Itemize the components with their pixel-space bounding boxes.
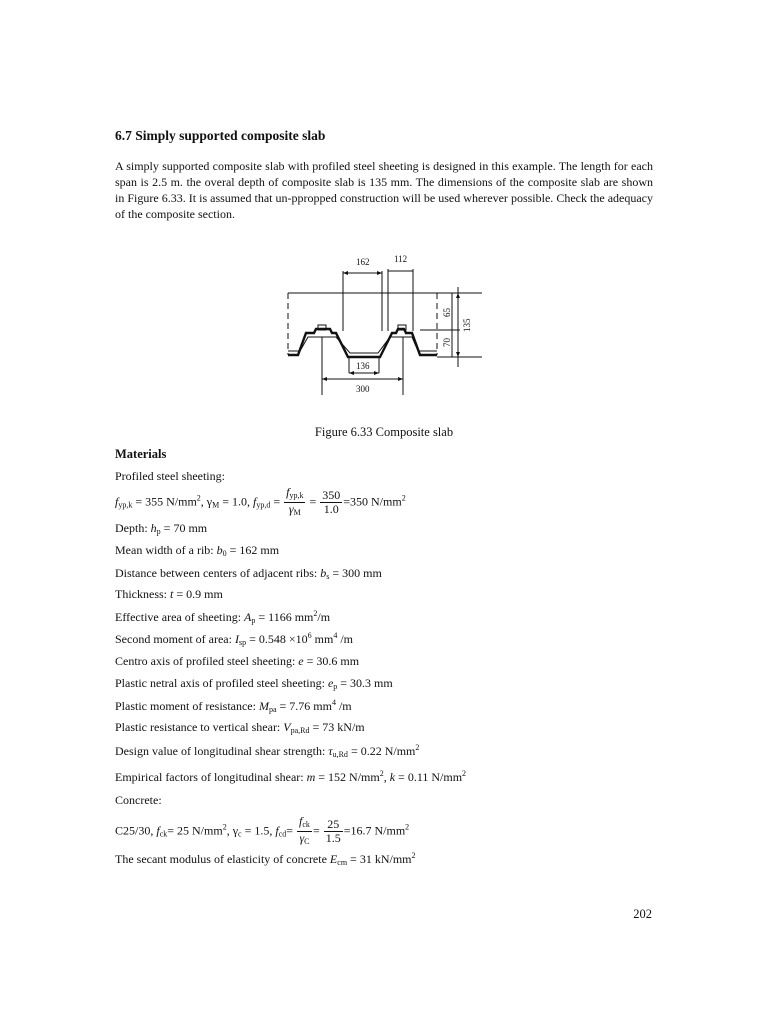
intro-paragraph: A simply supported composite slab with profiled steel sheeting is designed in this example. The length for each span is 2.5 m. the overal depth of composite slab is 135 mm. The dimensions of the composite slab are shown in Figure 6.33. It is assumed that un-ppropped construction will be used wherever possible. Check the adequacy of the composite section. (115, 159, 653, 221)
centro-axis-line: Centro axis of profiled steel sheeting: e = 30.6 mm (115, 654, 360, 668)
arrow (374, 371, 379, 375)
effective-area-line: Effective area of sheeting: $A_p = 1166$ $mm^2/m$ (115, 609, 331, 625)
dim-label-65: 65 (442, 308, 452, 317)
mean-width-line: Mean width of a rib: $b_0 = 162$ mm (115, 543, 280, 558)
fyp-fraction-numeric: $\frac{350}{1.0}$ (322, 488, 341, 516)
longitudinal-shear-line: Design value of longitudinal shear strength: $\tau_{u,Rd} = 0.22$ $N/mm^2$ (115, 743, 420, 759)
fcd-fraction-symbolic: $\frac{f_{ck}}{\gamma_C}$ (299, 814, 310, 846)
section-title: 6.7 Simply supported composite slab (115, 128, 326, 143)
concrete-heading: Concrete: (115, 793, 162, 807)
slab-profile-diagram (270, 245, 500, 405)
materials-heading: Materials (115, 447, 167, 461)
plastic-neutral-axis-line: Plastic netral axis of profiled steel sheeting: $e_p = 30.3$ mm (115, 676, 393, 691)
arrow (349, 371, 354, 375)
page-number: 202 (633, 907, 652, 921)
arrow (456, 293, 460, 298)
empirical-factors-line: Empirical factors of longitudinal shear: m = 152 $N/mm^2$, k = 0.11 $N/mm^2$ (115, 769, 467, 784)
rib-distance-line: Distance between centers of adjacent ribs: $b_s = 300$ mm (115, 566, 382, 581)
arrow (377, 271, 382, 275)
dim-label-112: 112 (394, 254, 408, 264)
fyp-fraction-symbolic: $\frac{f_{yp,k}}{\gamma_M}$ (286, 485, 304, 517)
dim-label-135: 135 (462, 318, 472, 332)
arrow (398, 377, 403, 381)
fcd-fraction-numeric: $\frac{25}{1.5}$ (325, 817, 341, 845)
arrow (322, 377, 327, 381)
depth-line: Depth: $h_p = 70$ mm (115, 521, 208, 536)
dim-label-162: 162 (356, 257, 370, 267)
dim-label-300: 300 (356, 384, 370, 394)
fyp-equation: $f_{yp,k} = 355$ $N/mm^2$, $\gamma_M = 1.0$, $f_{yp,d}$ = $\frac{f_{yp,k}}{\gamma_M}$ = $\frac{350}{1.0}$ =350 $N/mm^2$ (115, 485, 406, 517)
dim-label-136: 136 (356, 361, 370, 371)
arrow (343, 271, 348, 275)
plastic-shear-line: Plastic resistance to vertical shear: $V_{pa,Rd} = 73$ kN/m (115, 720, 365, 735)
concrete-equation: C25/30, $f_{ck}= 25$ $N/mm^2$, $\gamma_c = 1.5$, $f_{cd}=$ $\frac{f_{ck}}{\gamma_C}$ = $\frac{25}{1.5}$ =16.7 $N/mm^2$ (115, 814, 410, 846)
arrow (456, 352, 460, 357)
composite-slab-figure (270, 245, 500, 405)
secant-modulus-line: The secant modulus of elasticity of concrete $E_{cm} = 31$ $kN/mm^2$ (115, 851, 416, 867)
second-moment-line: Second moment of area: $I_{sp} = 0.548 \times 10^6$ $mm^4$ /m (115, 631, 353, 647)
sheeting-heading: Profiled steel sheeting: (115, 469, 225, 483)
figure-caption: Figure 6.33 Composite slab (314, 425, 454, 439)
plastic-moment-line: Plastic moment of resistance: $M_{pa} = 7.76$ $mm^4$ /m (115, 698, 352, 714)
dim-label-70: 70 (442, 338, 452, 347)
thickness-line: Thickness: t = 0.9 mm (115, 587, 223, 601)
